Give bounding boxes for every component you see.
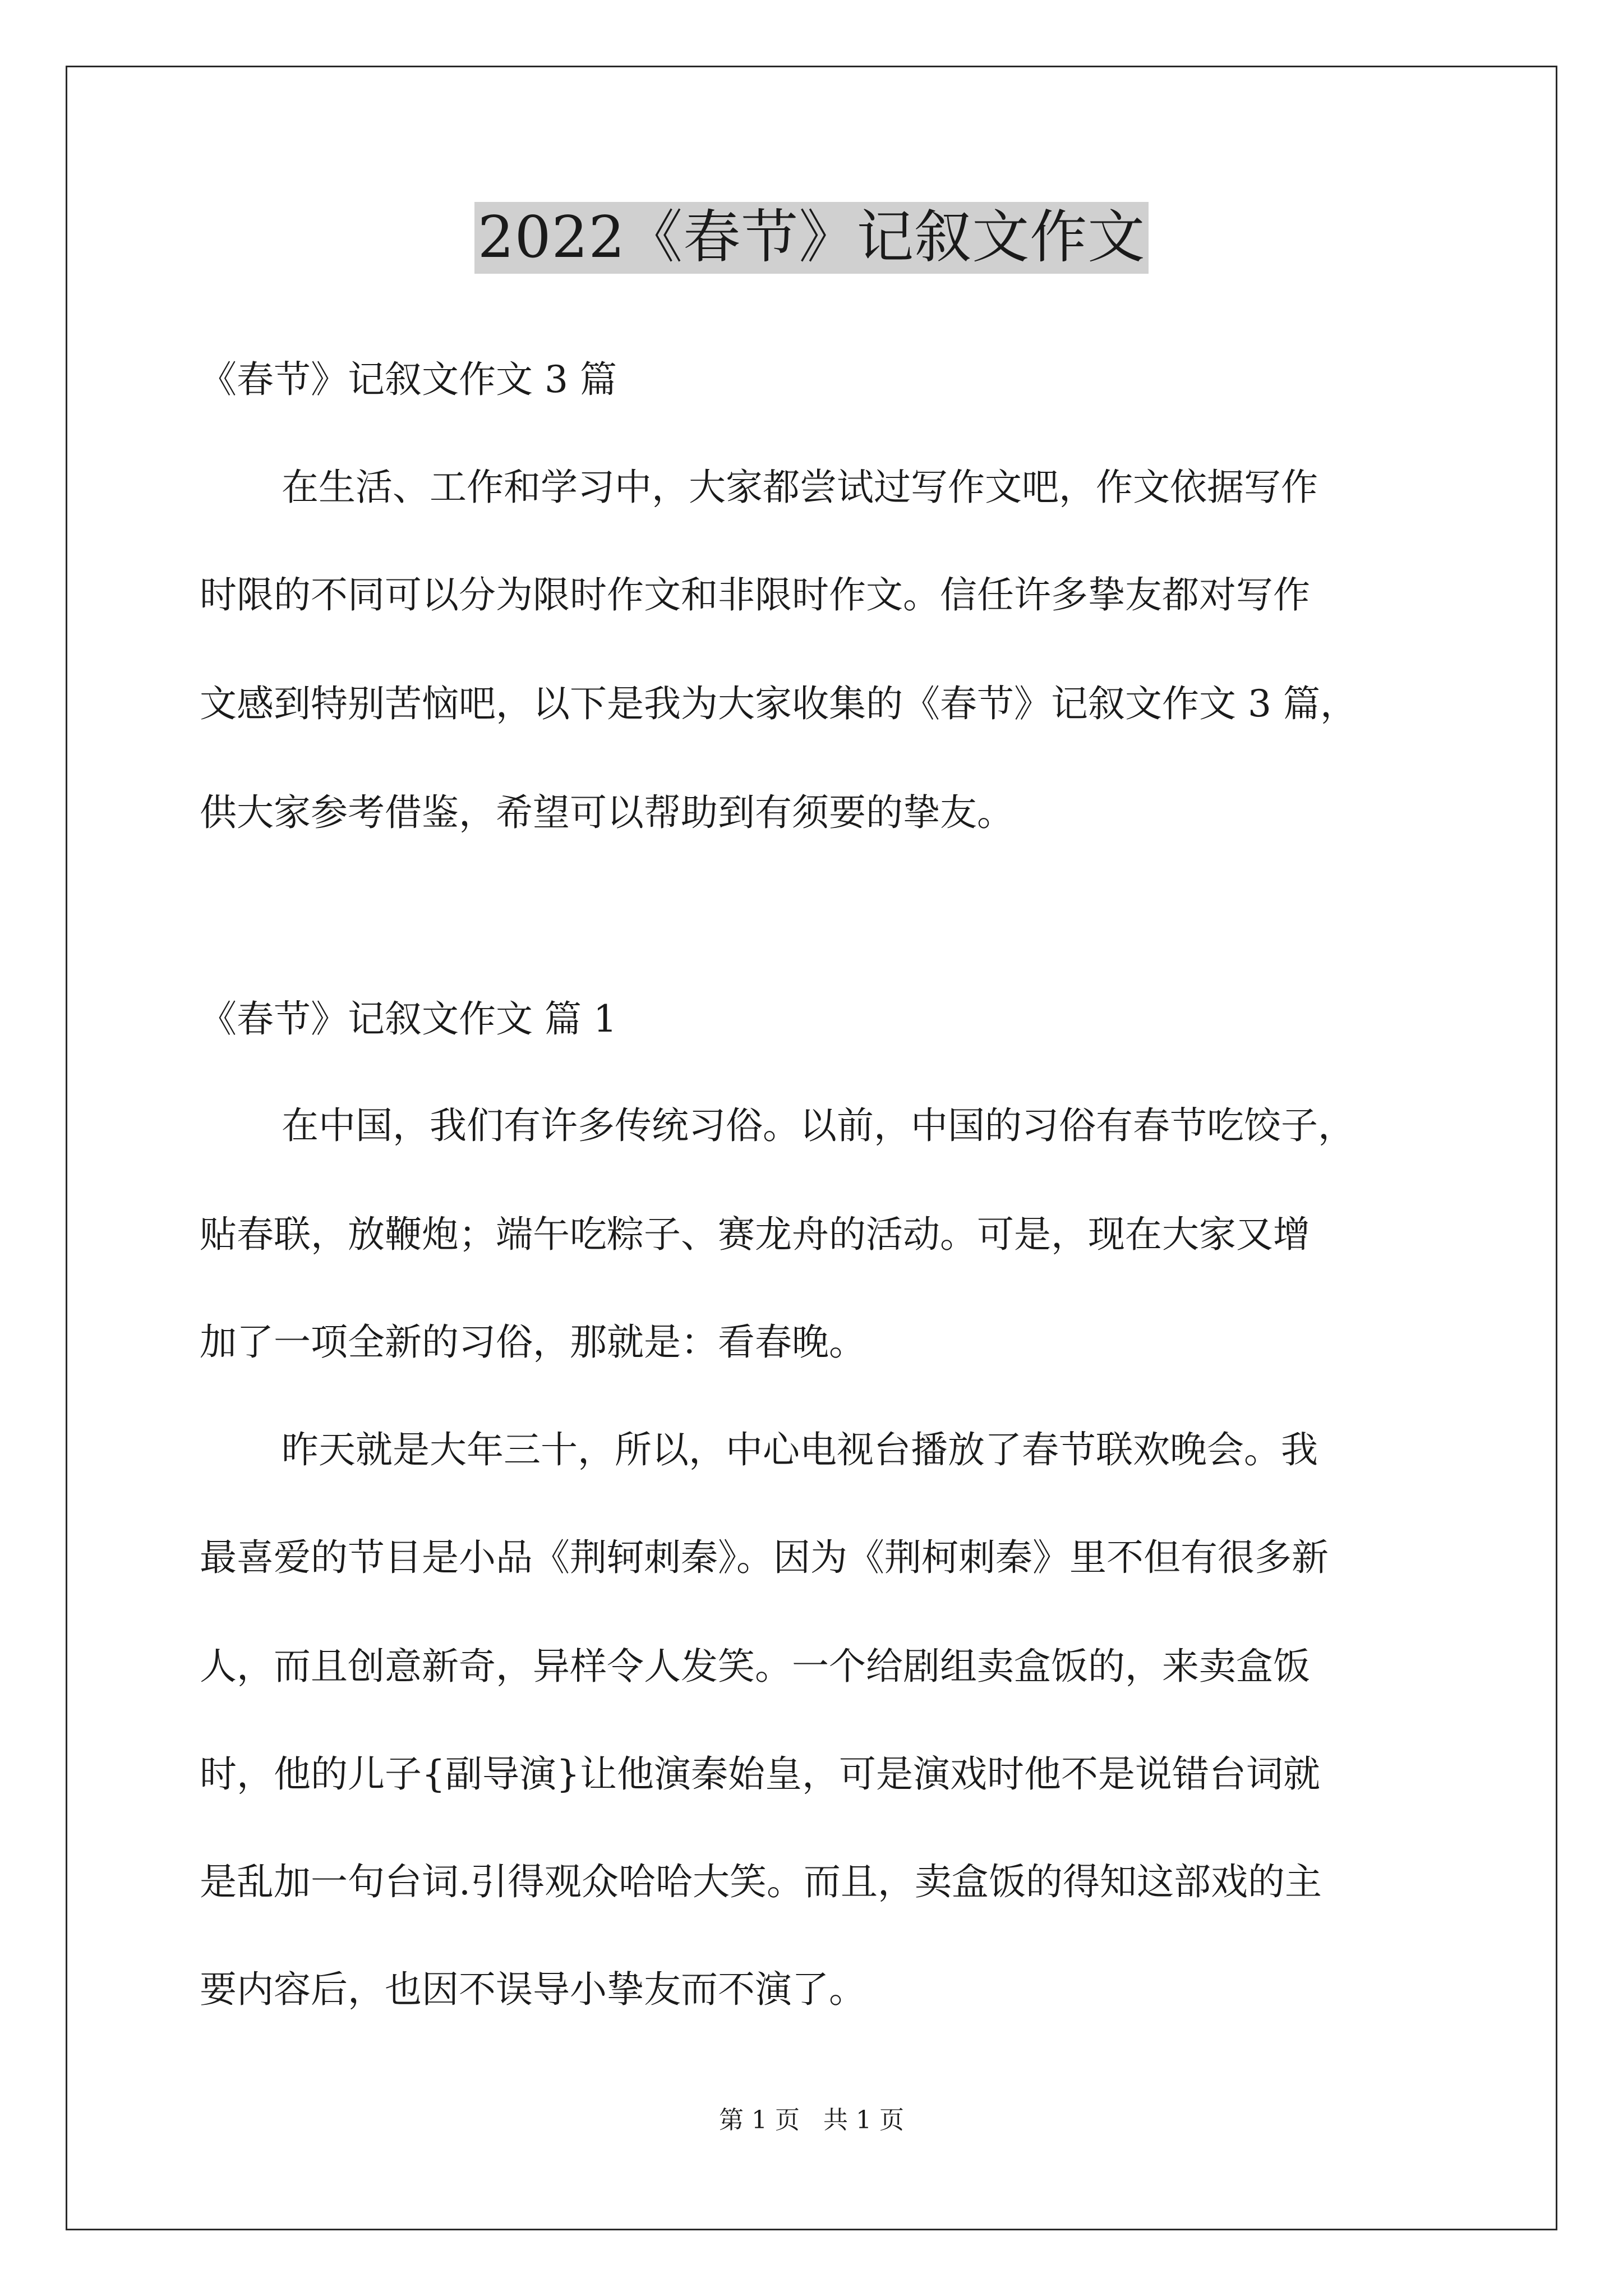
paragraph1-line-1: 在中国，我们有许多传统习俗。以前，中国的习俗有春节吃饺子， — [282, 1104, 1355, 1147]
intro-line-4: 供大家参考借鉴，希望可以帮助到有须要的挚友。 — [200, 791, 1014, 834]
paragraph2-line-5: 是乱加一句台词.引得观众哈哈大笑。而且，卖盒饭的得知这部戏的主 — [200, 1860, 1322, 1903]
paragraph2-line-3: 人，而且创意新奇，异样令人发笑。一个给剧组卖盒饭的，来卖盒饭 — [200, 1645, 1310, 1688]
page-footer: 第 1 页 共 1 页 — [719, 2106, 904, 2134]
subtitle: 《春节》记叙文作文 3 篇 — [200, 358, 617, 401]
title-block — [0, 202, 1623, 274]
paragraph2-line-4: 时，他的儿子{副导演}让他演秦始皇，可是演戏时他不是说错台词就 — [200, 1752, 1320, 1796]
paragraph2-line-1: 昨天就是大年三十，所以，中心电视台播放了春节联欢晚会。我 — [282, 1428, 1318, 1471]
intro-line-2: 时限的不同可以分为限时作文和非限时作文。信任许多挚友都对写作 — [200, 573, 1310, 616]
paragraph1-line-2: 贴春联，放鞭炮；端午吃粽子、赛龙舟的活动。可是，现在大家又增 — [200, 1213, 1310, 1256]
intro-line-3: 文感到特别苦恼吧，以下是我为大家收集的《春节》记叙文作文 3 篇， — [200, 682, 1357, 725]
paragraph2-line-6: 要内容后，也因不误导小挚友而不演了。 — [200, 1968, 866, 2011]
intro-line-1: 在生活、工作和学习中，大家都尝试过写作文吧，作文依据写作 — [282, 466, 1318, 509]
paragraph1-line-3: 加了一项全新的习俗，那就是：看春晚。 — [200, 1320, 866, 1364]
paragraph2-line-2: 最喜爱的节目是小品《荆轲刺秦》。因为《荆柯刺秦》里不但有很多新 — [200, 1536, 1329, 1579]
document-title: 2022《春节》记叙文作文 — [474, 202, 1149, 274]
section-heading: 《春节》记叙文作文 篇 1 — [200, 997, 617, 1041]
